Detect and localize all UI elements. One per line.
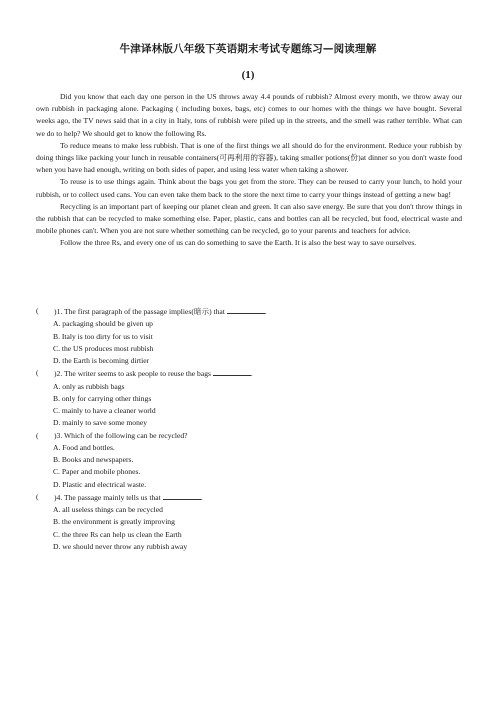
option: C. Paper and mobile phones.: [53, 467, 141, 477]
option: C. mainly to have a cleaner world: [53, 406, 156, 415]
option: B. only for carrying other things: [53, 393, 152, 403]
option: D. mainly to save some money: [53, 418, 148, 428]
passage-paragraph: Did you know that each day one person in the US throws away 4.4 pounds of rubbish? Almost every month, we throw away our own rubbish in packaging alone. Packaging ( including boxes, bags, etc) comes to our homes with the things we have bought. Several weeks ago, the TV news said that in a city in Italy, tons of rubbish were piled up in the streets, and the smell was rather terrible. What can we do to help? We should get to know the following Rs.: [36, 92, 462, 138]
answer-bracket[interactable]: (: [36, 306, 39, 315]
option: B. Books and newspapers.: [53, 455, 134, 464]
answer-bracket[interactable]: (: [36, 430, 39, 440]
option: A. only as rubbish bags: [53, 381, 125, 391]
passage-paragraph: To reduce means to make less rubbish. That is one of the first things we all should do for the environment. Reduce your rubbish by doing things like packing your lunch in reusable containers(可再利用的容器), taking smaller potions(份)at dinner so you don't waste food when you have had enough, writing on both sides of paper, and using less water when taking a shower.: [36, 140, 462, 175]
document-title: 牛津译林版八年级下英语期末考试专题练习—阅读理解: [119, 43, 377, 55]
answer-blank[interactable]: [227, 305, 265, 314]
answer-bracket[interactable]: (: [36, 491, 39, 501]
option: C. the three Rs can help us clean the Earth: [53, 529, 182, 539]
option: D. we should never throw any rubbish away: [53, 541, 188, 551]
answer-bracket[interactable]: (: [36, 368, 39, 378]
section-number: (1): [241, 69, 255, 81]
answer-blank[interactable]: [213, 367, 251, 376]
option: A. all useless things can be recycled: [53, 505, 163, 514]
question-2: ( )2. The writer seems to ask people to reuse the bags .: [36, 367, 462, 380]
question-4: ( )4. The passage mainly tells us that .: [36, 491, 462, 504]
question-3: [36, 430, 462, 442]
option: D. Plastic and electrical waste.: [53, 479, 147, 489]
option: A. packaging should be given up: [53, 319, 153, 329]
question-list: [36, 305, 462, 553]
reading-passage: [36, 91, 462, 250]
option: B. Italy is too dirty for us to visit: [53, 331, 153, 341]
option: C. the US produces most rubbish: [53, 343, 154, 353]
question-stem: )3. Which of the following can be recycled?: [54, 430, 188, 440]
passage-paragraph: Follow the three Rs, and every one of us can do something to save the Earth. It is also the best way to save ourselves.: [60, 238, 417, 248]
option: A. Food and bottles.: [53, 442, 115, 452]
option: B. the environment is greatly improving: [53, 517, 175, 527]
question-1: ( )1. The first paragraph of the passage implies(暗示) that .: [36, 305, 462, 318]
option: D. the Earth is becoming dirtier: [53, 356, 150, 365]
question-stem: )2. The writer seems to ask people to reuse the bags: [54, 369, 211, 379]
question-stem: )1. The first paragraph of the passage implies(暗示) that: [54, 307, 225, 316]
answer-blank[interactable]: [163, 491, 201, 500]
passage-paragraph: To reuse is to use things again. Think about the bags you get from the store. They can be reused to carry your lunch, to hold your rubbish, or to collect used cans. You can even take them back to the store the next time to carry your things instead of getting a new bag!: [36, 177, 462, 199]
passage-paragraph: Recycling is an important part of keeping our planet clean and green. It can also save energy. Be sure that you don't throw things in the rubbish that can be recycled to make something else. Paper, plastic, cans and bottles can all be recycled, but food, electrical waste and mobile phones can't. When you are not sure whether something can be recycled, go to your parents and teachers for advice.: [36, 201, 462, 236]
question-stem: )4. The passage mainly tells us that: [54, 492, 161, 502]
